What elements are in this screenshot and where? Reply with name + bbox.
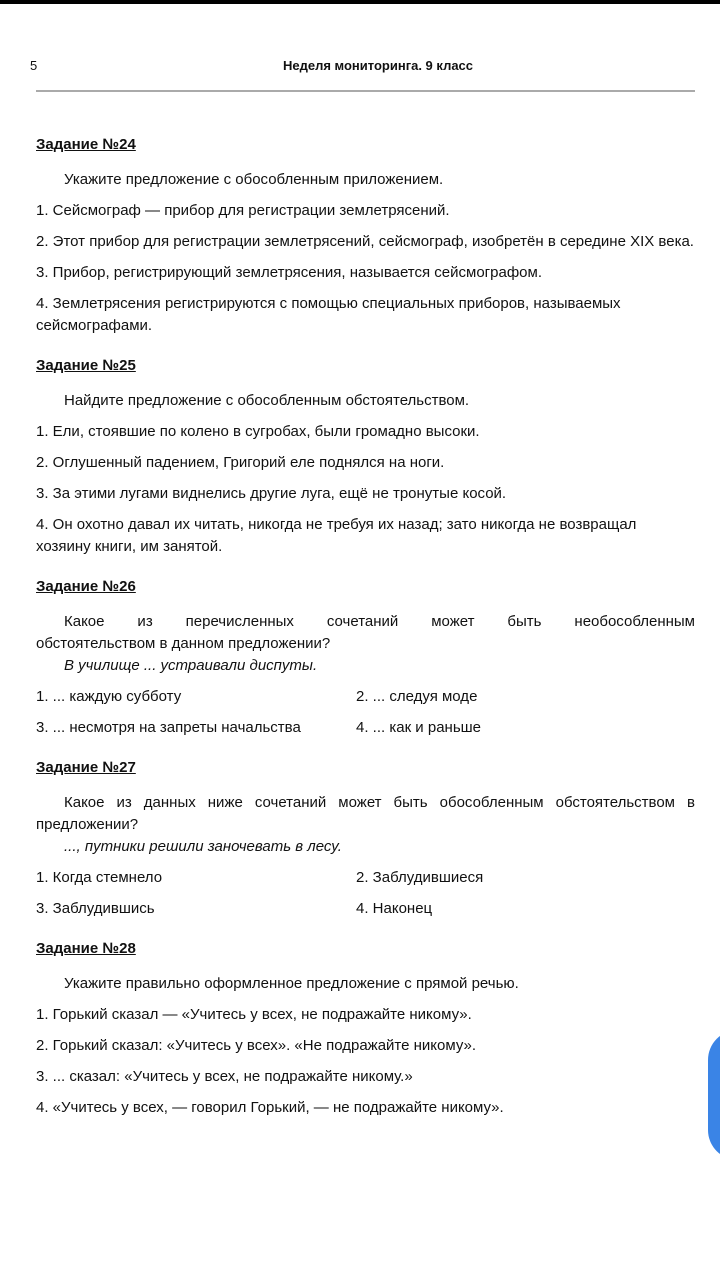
options-grid <box>36 867 695 920</box>
answer-option: 4. Наконец <box>356 900 433 917</box>
answer-option: 1. Когда стемнело <box>36 869 163 886</box>
task-27 <box>36 757 695 920</box>
task-28 <box>36 938 695 1119</box>
answer-option: 3. ... сказал: «Учитесь у всех, не подражайте никому.» <box>36 1068 413 1085</box>
task-prompt-continued: обстоятельством в данном предложении? <box>36 635 331 652</box>
answer-option: 4. «Учитесь у всех, — говорил Горький, — не подражайте никому». <box>36 1099 504 1116</box>
page-header <box>30 58 696 76</box>
task-title: Задание №27 <box>36 759 136 776</box>
answer-option: 4. Землетрясения регистрируются с помощью специальных приборов, называемых сейсмографами. <box>36 295 621 334</box>
answer-option: 3. За этими лугами виднелись другие луга, ещё не тронутые косой. <box>36 485 507 502</box>
task-prompt: Какое из перечисленных сочетаний может быть необособленным <box>64 613 695 630</box>
answer-option: 1. ... каждую субботу <box>36 688 182 705</box>
task-prompt: Найдите предложение с обособленным обстоятельством. <box>64 392 470 409</box>
task-prompt: Укажите предложение с обособленным приложением. <box>64 171 444 188</box>
answer-option: 3. Заблудившись <box>36 900 155 917</box>
task-26 <box>36 576 695 739</box>
answer-option: 2. Оглушенный падением, Григорий еле поднялся на ноги. <box>36 454 445 471</box>
answer-option: 2. Этот прибор для регистрации землетрясений, сейсмограф, изобретён в середине XIX века. <box>36 233 694 250</box>
answer-option: 3. Прибор, регистрирующий землетрясения, называется сейсмографом. <box>36 264 542 281</box>
task-prompt: Укажите правильно оформленное предложение с прямой речью. <box>64 975 519 992</box>
example-sentence: ..., путники решили заночевать в лесу. <box>64 838 342 855</box>
answer-option: 4. ... как и раньше <box>356 719 482 736</box>
page-number: 5 <box>30 58 38 73</box>
task-prompt: Какое из данных ниже сочетаний может быть обособленным обстоятельством в предложении? <box>36 794 695 833</box>
task-title: Задание №24 <box>36 136 136 153</box>
example-sentence: В училище ... устраивали диспуты. <box>64 657 318 674</box>
answer-option: 2. ... следуя моде <box>356 688 478 705</box>
answer-option: 2. Заблудившиеся <box>356 869 484 886</box>
answer-option: 1. Ели, стоявшие по колено в сугробах, были громадно высоки. <box>36 423 480 440</box>
floating-action-button[interactable] <box>708 1030 720 1160</box>
answer-option: 1. Сейсмограф — прибор для регистрации землетрясений. <box>36 202 450 219</box>
header-title: Неделя мониторинга. 9 класс <box>282 58 474 73</box>
document-body <box>36 134 695 1137</box>
screen-top-edge <box>0 0 720 4</box>
answer-option: 1. Горький сказал — «Учитесь у всех, не подражайте никому». <box>36 1006 472 1023</box>
task-title: Задание №26 <box>36 578 136 595</box>
task-title: Задание №25 <box>36 357 136 374</box>
options-grid <box>36 686 695 739</box>
answer-option: 2. Горький сказал: «Учитесь у всех». «Не подражайте никому». <box>36 1037 477 1054</box>
header-divider <box>36 90 695 92</box>
task-25 <box>36 355 695 558</box>
answer-option: 4. Он охотно давал их читать, никогда не требуя их назад; зато никогда не возвращал хозяину книги, им занятой. <box>36 516 637 555</box>
answer-option: 3. ... несмотря на запреты начальства <box>36 719 301 736</box>
task-title: Задание №28 <box>36 940 136 957</box>
task-24 <box>36 134 695 337</box>
